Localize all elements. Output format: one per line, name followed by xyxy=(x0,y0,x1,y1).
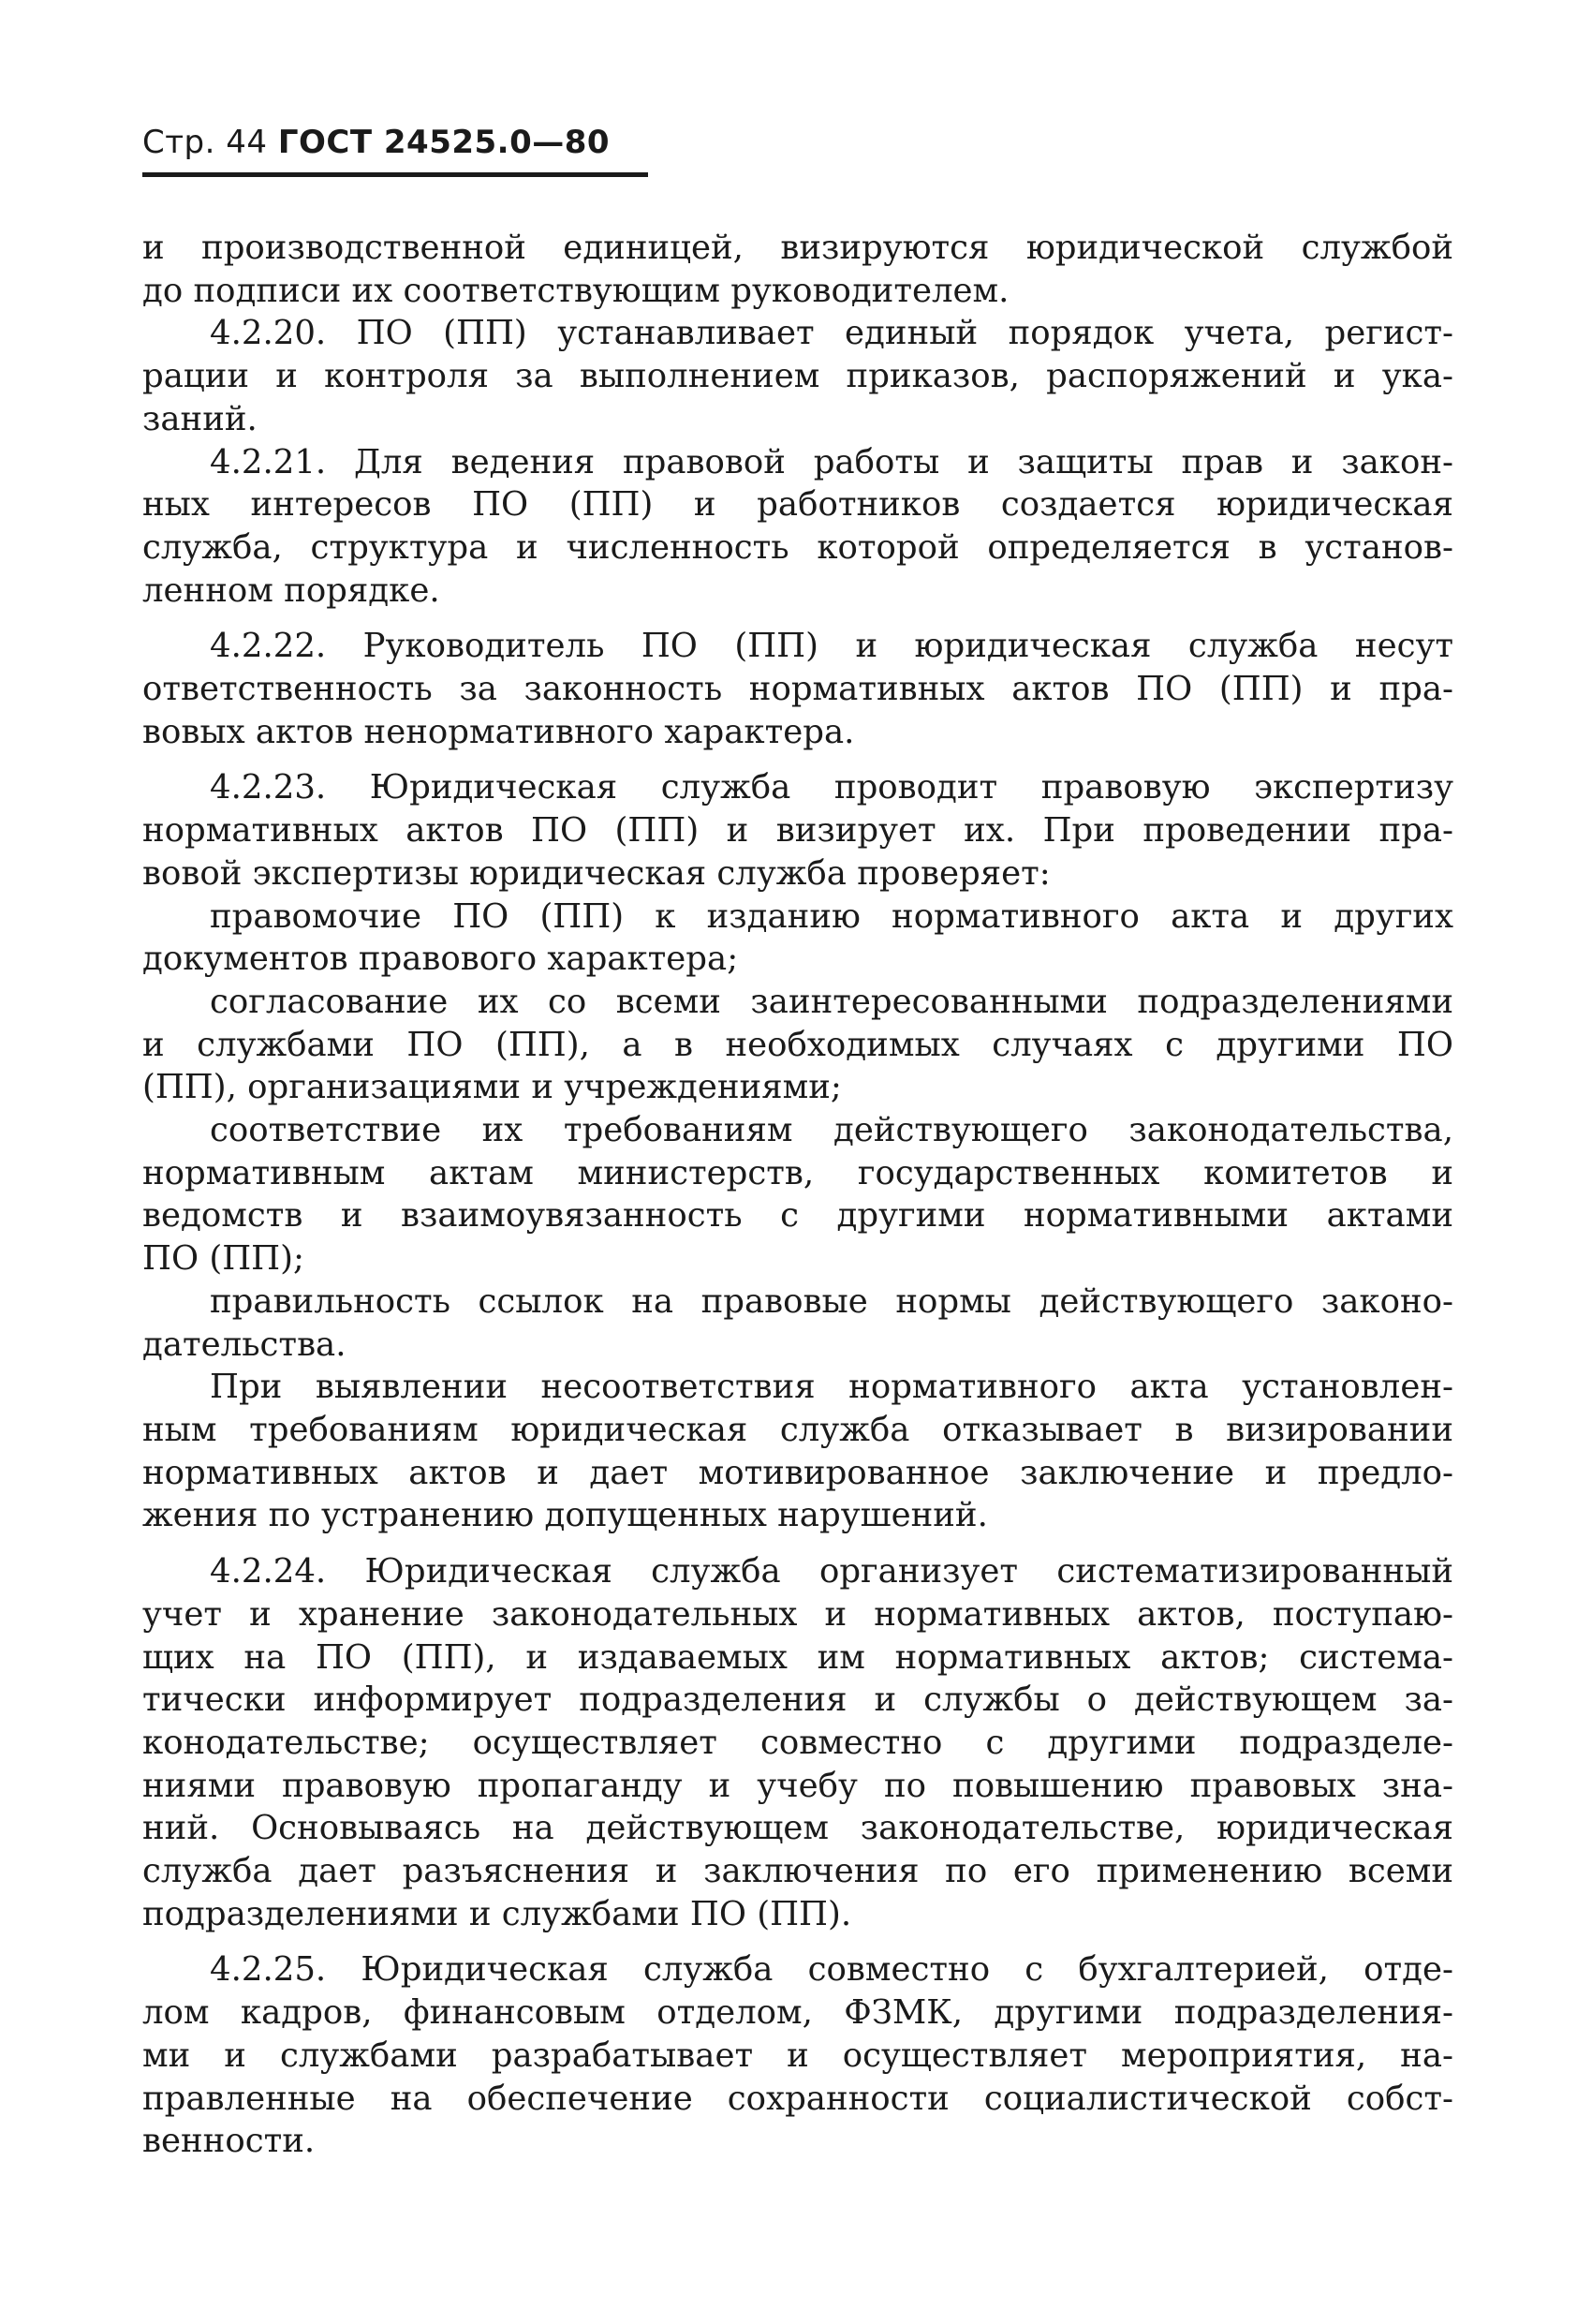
page-header xyxy=(142,124,667,177)
text-line: правленные на обеспечение сохранности социалистической собст- xyxy=(142,2079,1453,2118)
text-line: учет и хранение законодательных и нормативных актов, поступаю- xyxy=(142,1594,1453,1634)
body-text xyxy=(142,227,1453,2163)
text-line: ми и службами разрабатывает и осуществляет мероприятия, на- xyxy=(142,2035,1453,2075)
text-line: (ПП), организациями и учреждениями; xyxy=(142,1068,842,1107)
text-line: служба дает разъяснения и заключения по его применению всеми xyxy=(142,1852,1453,1891)
text-line: соответствие их требованиям действующего законодательства, xyxy=(210,1111,1453,1150)
text-line: 4.2.25. Юридическая служба совместно с бухгалтерией, отде- xyxy=(210,1950,1453,1990)
text-line: ний. Основываясь на действующем законодательстве, юридическая xyxy=(142,1809,1453,1848)
text-line: 4.2.23. Юридическая служба проводит правовую экспертизу xyxy=(210,768,1453,807)
text-line: нормативных актов ПО (ПП) и визирует их. При проведении пра- xyxy=(142,811,1453,851)
text-line: правомочие ПО (ПП) к изданию нормативного акта и других xyxy=(210,896,1453,936)
text-line: ниями правовую пропаганду и учебу по повышению правовых зна- xyxy=(142,1766,1453,1805)
standard-code: ГОСТ 24525.0—80 xyxy=(277,124,611,161)
text-line: щих на ПО (ПП), и издаваемых им нормативных актов; система- xyxy=(142,1637,1453,1677)
text-line: ведомств и взаимоувязанность с другими нормативными актами xyxy=(142,1196,1453,1236)
page-number: Стр. 44 xyxy=(142,124,268,161)
text-line: дательства. xyxy=(142,1325,346,1364)
text-line: ленном порядке. xyxy=(142,570,440,610)
text-line: лом кадров, финансовым отделом, ФЗМК, другими подразделения- xyxy=(142,1993,1453,2033)
text-line: вовой экспертизы юридическая служба проверяет: xyxy=(142,853,1051,893)
text-line: подразделениями и службами ПО (ПП). xyxy=(142,1894,852,1933)
text-line: ных интересов ПО (ПП) и работников создается юридическая xyxy=(142,485,1453,525)
text-line: и производственной единицей, визируются юридической службой xyxy=(142,229,1453,267)
text-line: нормативных актов и дает мотивированное заключение и предло- xyxy=(142,1453,1453,1492)
text-line: 4.2.22. Руководитель ПО (ПП) и юридическая служба несут xyxy=(210,627,1453,666)
header-line xyxy=(142,124,667,161)
text-line: заний. xyxy=(142,399,258,438)
text-line: правильность ссылок на правовые нормы действующего законо- xyxy=(210,1281,1453,1321)
text-line: ПО (ПП); xyxy=(142,1239,304,1279)
text-line: согласование их со всеми заинтересованными подразделениями xyxy=(210,982,1453,1021)
text-line: вовых актов ненормативного характера. xyxy=(142,712,855,751)
text-line: и службами ПО (ПП), а в необходимых случаях с другими ПО xyxy=(142,1025,1453,1064)
text-line: венности. xyxy=(142,2122,316,2161)
text-line: 4.2.24. Юридическая служба организует систематизированный xyxy=(210,1552,1453,1591)
text-line: нормативным актам министерств, государственных комитетов и xyxy=(142,1153,1453,1192)
text-line: жения по устранению допущенных нарушений. xyxy=(142,1496,988,1535)
text-line: конодательстве; осуществляет совместно с другими подразделе- xyxy=(142,1723,1453,1762)
text-line: ответственность за законность нормативных актов ПО (ПП) и пра- xyxy=(142,670,1453,709)
text-line: рации и контроля за выполнением приказов, распоряжений и ука- xyxy=(142,357,1453,396)
header-rule xyxy=(142,172,648,177)
text-line: тически информирует подразделения и службы о действующем за- xyxy=(142,1680,1453,1720)
text-line: ным требованиям юридическая служба отказывает в визировании xyxy=(142,1410,1453,1449)
text-line: 4.2.20. ПО (ПП) устанавливает единый порядок учета, регист- xyxy=(210,314,1453,353)
text-line: 4.2.21. Для ведения правовой работы и защиты прав и закон- xyxy=(210,442,1453,481)
text-line: служба, структура и численность которой определяется в установ- xyxy=(142,527,1453,567)
text-line: до подписи их соответствующим руководителем. xyxy=(142,271,1010,310)
text-line: документов правового характера; xyxy=(142,940,739,979)
text-line: При выявлении несоответствия нормативного акта установлен- xyxy=(210,1368,1453,1407)
